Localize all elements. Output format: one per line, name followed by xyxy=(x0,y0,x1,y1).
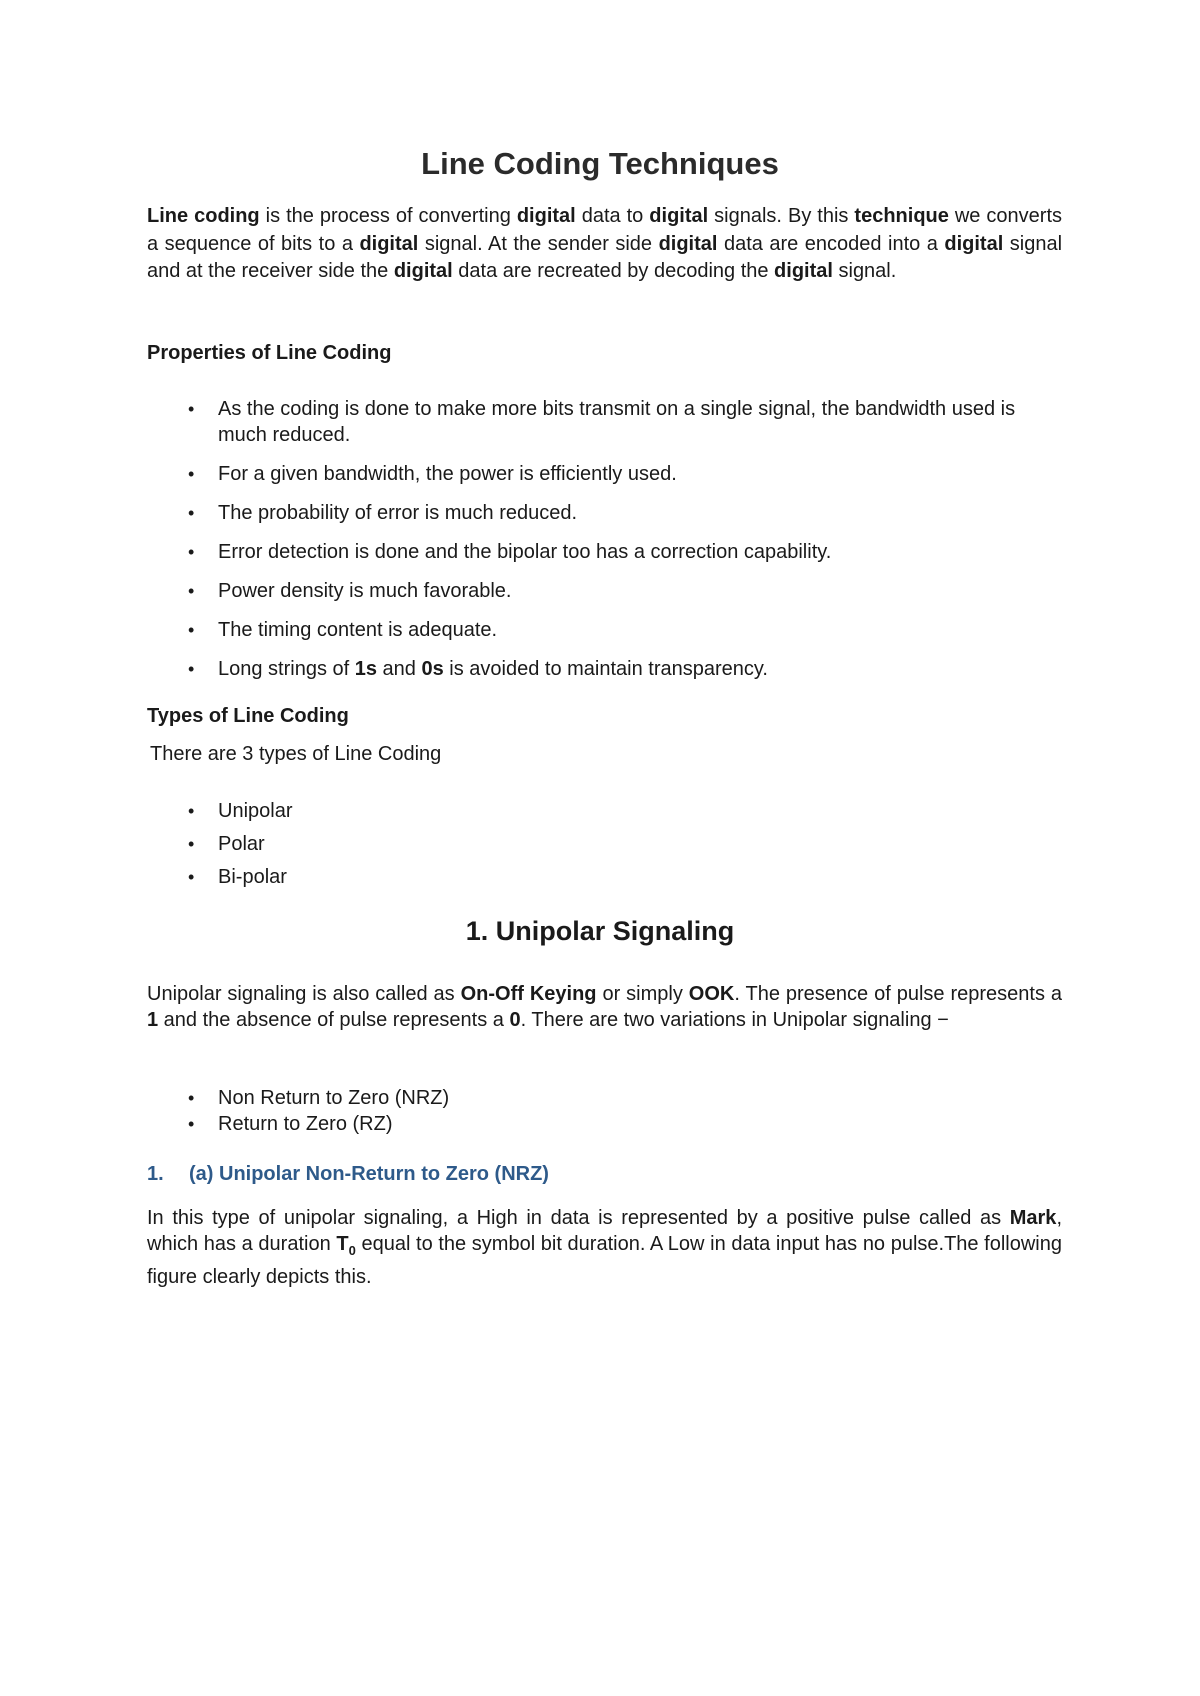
list-item-text: Return to Zero (RZ) xyxy=(218,1113,393,1135)
list-item xyxy=(147,578,1062,604)
list-item xyxy=(147,461,1062,487)
para-text: In this type of unipolar signaling, a High in data is represented by a positive pulse called as xyxy=(147,1207,1010,1229)
intro-text: signal and at the receiver side the xyxy=(147,232,1063,282)
nrz-paragraph xyxy=(147,1205,1062,1290)
intro-term: digital xyxy=(516,205,576,227)
para-text: , which has a duration xyxy=(147,1207,1062,1255)
para-bold: 1 xyxy=(147,1009,159,1031)
list-item xyxy=(147,539,1062,565)
bullet-icon: • xyxy=(188,801,195,821)
list-item-text: Bi-polar xyxy=(218,866,287,888)
bullet-icon: • xyxy=(188,1088,195,1108)
properties-heading: Properties of Line Coding xyxy=(147,342,392,364)
list-item xyxy=(147,500,1062,526)
para-bold: T xyxy=(336,1233,349,1255)
para-text: and the absence of pulse represents a xyxy=(158,1009,510,1031)
intro-term: digital xyxy=(393,260,453,282)
intro-term: digital xyxy=(359,232,419,255)
list-item-text: Long strings of xyxy=(218,658,355,680)
bullet-icon: • xyxy=(188,464,195,484)
types-intro: There are 3 types of Line Coding xyxy=(150,743,442,765)
list-item-text: The probability of error is much reduced. xyxy=(218,502,578,524)
list-item-bold: 1s xyxy=(354,658,377,680)
intro-text: we converts a sequence of bits to a xyxy=(147,205,1063,255)
para-bold: On-Off Keying xyxy=(460,983,597,1005)
list-item xyxy=(147,864,1062,890)
nrz-heading xyxy=(147,1163,549,1186)
intro-term: digital xyxy=(658,232,718,255)
variants-list xyxy=(147,1085,1062,1137)
para-text: . The presence of pulse represents a xyxy=(734,983,1063,1005)
bullet-icon: • xyxy=(188,659,195,679)
list-item-text: Power density is much favorable. xyxy=(218,580,512,602)
list-item-text: The timing content is adequate. xyxy=(218,619,498,641)
nrz-heading-text: (a) Unipolar Non-Return to Zero (NRZ) xyxy=(189,1163,549,1185)
list-item-text: Error detection is done and the bipolar too has a correction capability. xyxy=(218,541,832,563)
list-item xyxy=(147,396,1062,448)
list-item-text: Non Return to Zero (NRZ) xyxy=(218,1087,450,1109)
intro-text: is the process of converting xyxy=(259,205,517,227)
intro-text: signal. xyxy=(832,260,897,282)
list-item-text: For a given bandwidth, the power is efficiently used. xyxy=(218,463,677,485)
list-item xyxy=(147,656,1062,682)
intro-term: digital xyxy=(774,260,833,282)
intro-term: Line coding xyxy=(147,205,260,227)
intro-text: data to xyxy=(575,205,650,227)
bullet-icon: • xyxy=(188,542,195,562)
intro-text: data are encoded into a xyxy=(717,232,945,255)
bullet-icon: • xyxy=(188,867,195,887)
para-text: . There are two variations in Unipolar signaling − xyxy=(520,1009,949,1031)
para-bold: OOK xyxy=(688,983,735,1005)
intro-text: data are recreated by decoding the xyxy=(452,260,775,282)
bullet-icon: • xyxy=(188,834,195,854)
intro-paragraph xyxy=(147,203,1062,286)
types-heading: Types of Line Coding xyxy=(147,705,349,727)
types-list xyxy=(147,798,1062,897)
properties-list xyxy=(147,396,1062,695)
document-title: Line Coding Techniques xyxy=(421,146,779,181)
intro-text: signals. By this xyxy=(708,205,855,227)
list-item-text: As the coding is done to make more bits transmit on a single signal, the bandwidth used is much reduced. xyxy=(218,398,1016,446)
unipolar-paragraph xyxy=(147,981,1062,1033)
list-item-bold: 0s xyxy=(421,658,444,680)
bullet-icon: • xyxy=(188,1114,195,1134)
bullet-icon: • xyxy=(188,399,195,419)
list-item xyxy=(147,798,1062,824)
nrz-heading-number: 1. xyxy=(147,1163,164,1185)
list-item xyxy=(147,831,1062,857)
intro-term: technique xyxy=(854,205,949,227)
intro-text: signal. At the sender side xyxy=(418,232,659,255)
bullet-icon: • xyxy=(188,503,195,523)
list-item-text: Unipolar xyxy=(218,800,293,822)
intro-term: digital xyxy=(649,205,709,227)
bullet-icon: • xyxy=(188,620,195,640)
para-text: Unipolar signaling is also called as xyxy=(147,983,461,1005)
para-text: equal to the symbol bit duration. A Low in data input has no pulse.The following figure clearly depicts this. xyxy=(147,1233,1062,1288)
bullet-icon: • xyxy=(188,581,195,601)
para-bold: 0 xyxy=(509,1009,521,1031)
list-item xyxy=(147,617,1062,643)
intro-term: digital xyxy=(944,232,1004,255)
unipolar-section-title: 1. Unipolar Signaling xyxy=(465,916,735,946)
para-subscript: 0 xyxy=(348,1243,356,1258)
list-item xyxy=(147,1085,1062,1111)
list-item-text: and xyxy=(377,658,422,680)
list-item-text: is avoided to maintain transparency. xyxy=(443,658,768,680)
para-text: or simply xyxy=(596,983,689,1005)
list-item xyxy=(147,1111,1062,1137)
list-item-text: Polar xyxy=(218,833,265,855)
para-bold: Mark xyxy=(1009,1207,1057,1229)
